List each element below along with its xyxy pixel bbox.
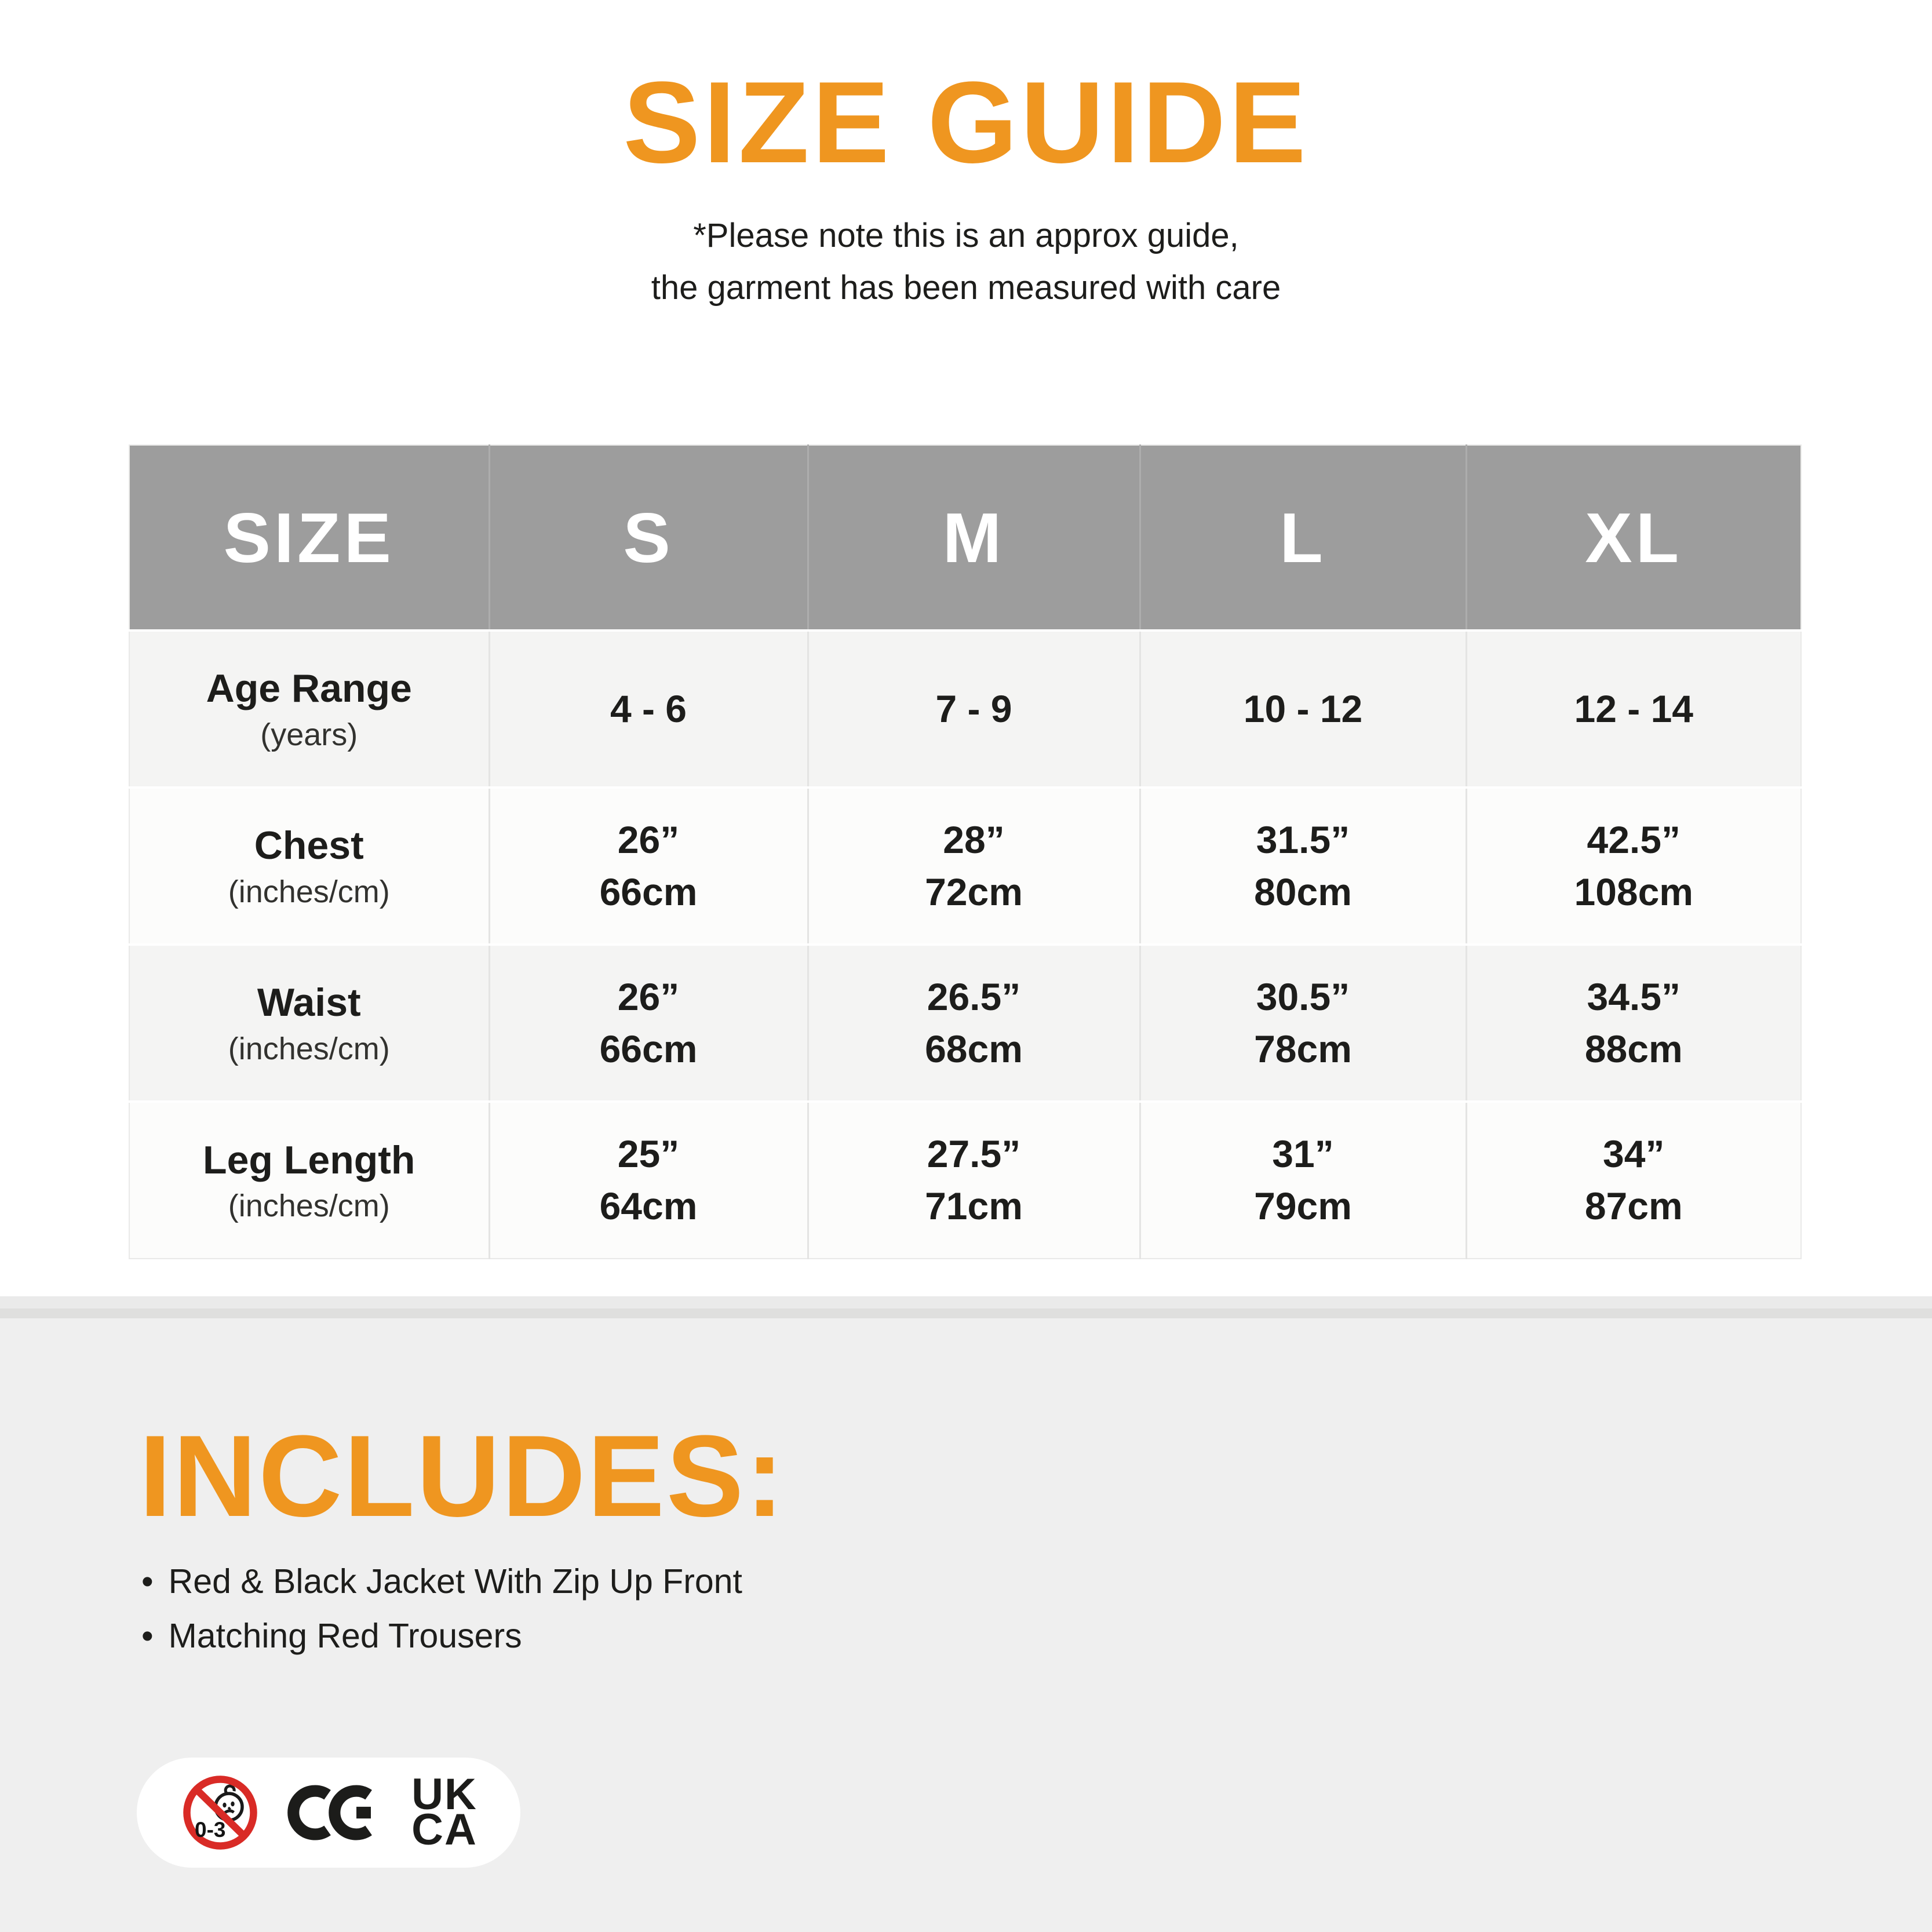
column-header-xl: XL <box>1466 445 1801 630</box>
bullet-icon: • <box>141 1616 154 1655</box>
list-item <box>141 1558 742 1606</box>
certification-badges-pill <box>137 1758 520 1868</box>
list-item-text: Red & Black Jacket With Zip Up Front <box>168 1562 742 1601</box>
row-label <box>129 788 489 945</box>
list-item <box>141 1612 742 1661</box>
includes-section <box>0 1296 1932 1932</box>
measurement-cell: 30.5” 78cm <box>1140 945 1466 1102</box>
table-header-row <box>129 445 1801 630</box>
table-row-age-range <box>129 630 1801 788</box>
measurement-cell: 26” 66cm <box>489 945 808 1102</box>
measurement-cell: 34.5” 88cm <box>1466 945 1801 1102</box>
includes-heading: INCLUDES: <box>139 1412 786 1541</box>
measurement-cell: 31” 79cm <box>1140 1102 1466 1259</box>
ukca-mark <box>411 1770 477 1854</box>
ukca-line-ca: CA <box>411 1805 477 1854</box>
row-label <box>129 630 489 788</box>
column-header-s: S <box>489 445 808 630</box>
not-suitable-0-3-icon <box>180 1772 261 1853</box>
note-line-2: the garment has been measured with care <box>651 268 1281 307</box>
note-line-1: *Please note this is an approx guide, <box>693 217 1239 254</box>
measurement-cell: 31.5” 80cm <box>1140 788 1466 945</box>
row-unit-text: (years) <box>260 717 358 752</box>
row-label <box>129 945 489 1102</box>
age-range-label: 0-3 <box>195 1818 226 1842</box>
size-table <box>129 444 1802 1259</box>
bullet-icon: • <box>141 1562 154 1601</box>
measurement-cell: 42.5” 108cm <box>1466 788 1801 945</box>
measurement-cell: 25” 64cm <box>489 1102 808 1259</box>
column-header-l: L <box>1140 445 1466 630</box>
note-text <box>0 210 1932 314</box>
row-label <box>129 1102 489 1259</box>
measurement-cell: 26.5” 68cm <box>808 945 1140 1102</box>
column-header-size: SIZE <box>129 445 489 630</box>
row-label-text: Waist <box>257 980 361 1025</box>
ce-mark-icon <box>287 1782 385 1843</box>
measurement-cell: 4 - 6 <box>489 630 808 788</box>
measurement-cell: 28” 72cm <box>808 788 1140 945</box>
row-label-text: Chest <box>254 823 364 868</box>
table-row-leg-length <box>129 1102 1801 1259</box>
row-label-text: Age Range <box>206 666 412 711</box>
row-unit-text: (inches/cm) <box>228 1189 390 1224</box>
measurement-cell: 34” 87cm <box>1466 1102 1801 1259</box>
table-row-waist <box>129 945 1801 1102</box>
measurement-cell: 7 - 9 <box>808 630 1140 788</box>
measurement-cell: 10 - 12 <box>1140 630 1466 788</box>
table-row-chest <box>129 788 1801 945</box>
measurement-cell: 26” 66cm <box>489 788 808 945</box>
row-label-text: Leg Length <box>203 1138 415 1182</box>
section-divider-shadow <box>0 1308 1932 1318</box>
list-item-text: Matching Red Trousers <box>168 1616 522 1655</box>
row-unit-text: (inches/cm) <box>228 1031 390 1066</box>
row-unit-text: (inches/cm) <box>228 874 390 909</box>
ukca-line-uk: UK <box>411 1770 477 1820</box>
includes-list <box>141 1558 742 1667</box>
measurement-cell: 27.5” 71cm <box>808 1102 1140 1259</box>
section-divider-band <box>0 1296 1932 1308</box>
page-title: SIZE GUIDE <box>623 58 1309 187</box>
column-header-m: M <box>808 445 1140 630</box>
measurement-cell: 12 - 14 <box>1466 630 1801 788</box>
